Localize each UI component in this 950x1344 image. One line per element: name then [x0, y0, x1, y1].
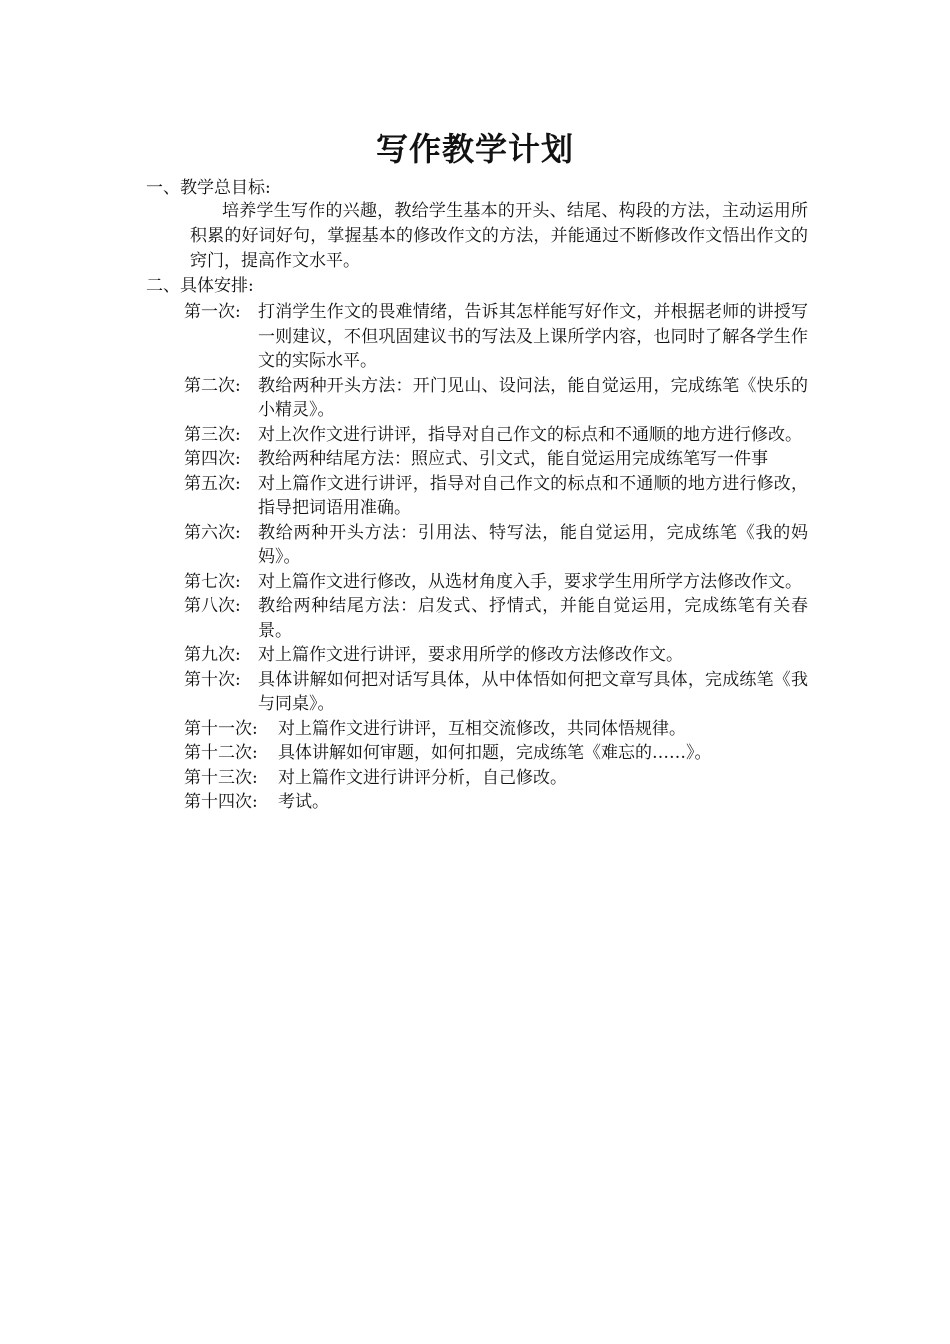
item-text: 对上篇作文进行讲评，指导对自己作文的标点和不通顺的地方进行修改，指导把词语用准确。 [258, 473, 808, 518]
list-item [184, 300, 808, 374]
item-text: 对上篇作文进行讲评分析，自己修改。 [278, 767, 567, 788]
item-label: 第十二次: [184, 743, 258, 763]
section-heading-goals: 一、教学总目标: [146, 178, 271, 198]
list-item [184, 423, 808, 448]
list-item [184, 594, 808, 643]
item-text: 打消学生作文的畏难情绪，告诉其怎样能写好作文，并根据老师的讲授写一则建议，不但巩固建议书的写法及上课所学内容，也同时了解各学生作文的实际水平。 [258, 302, 808, 371]
list-item [184, 766, 808, 791]
list-item [184, 472, 808, 521]
item-text: 对上篇作文进行修改，从选材角度入手，要求学生用所学方法修改作文。 [258, 571, 802, 592]
item-text: 对上篇作文进行讲评，要求用所学的修改方法修改作文。 [258, 645, 683, 665]
section-heading-schedule: 二、具体安排: [146, 276, 254, 296]
list-item [184, 374, 808, 423]
item-label: 第十一次: [184, 718, 258, 739]
item-label: 第十三次: [184, 767, 258, 788]
item-text: 具体讲解如何审题，如何扣题，完成练笔《难忘的……》。 [278, 743, 712, 763]
item-label: 第四次: [184, 449, 241, 469]
list-item [184, 570, 808, 595]
item-text: 教给两种开头方法：引用法、特写法，能自觉运用，完成练笔《我的妈妈》。 [258, 522, 808, 567]
list-item [184, 790, 808, 815]
item-label: 第十四次: [184, 792, 258, 812]
item-label: 第二次: [184, 375, 241, 396]
item-label: 第五次: [184, 473, 241, 494]
item-label: 第八次: [184, 596, 241, 616]
list-item [184, 741, 808, 766]
item-label: 第一次: [184, 302, 241, 322]
item-text: 具体讲解如何把对话写具体，从中体悟如何把文章写具体，完成练笔《我与同桌》。 [258, 669, 808, 714]
item-label: 第十次: [184, 669, 241, 690]
list-item [184, 521, 808, 570]
item-text: 教给两种结尾方法：启发式、抒情式，并能自觉运用，完成练笔有关春景。 [258, 596, 808, 641]
item-text: 对上篇作文进行讲评，互相交流修改，共同体悟规律。 [278, 718, 686, 739]
item-text: 教给两种结尾方法：照应式、引文式，能自觉运用完成练笔写一件事 [258, 449, 768, 469]
item-text: 考试。 [278, 792, 329, 812]
item-label: 第七次: [184, 571, 241, 592]
item-text: 教给两种开头方法：开门见山、设问法，能自觉运用，完成练笔《快乐的小精灵》。 [258, 375, 808, 420]
item-label: 第九次: [184, 645, 241, 665]
item-label: 第六次: [184, 522, 241, 543]
list-item [184, 447, 808, 472]
document-title: 写作教学计划 [375, 130, 574, 168]
item-text: 对上次作文进行讲评，指导对自己作文的标点和不通顺的地方进行修改。 [258, 424, 802, 445]
list-item [184, 643, 808, 668]
item-label: 第三次: [184, 424, 241, 445]
list-item [184, 668, 808, 717]
schedule-list [184, 300, 808, 815]
goals-paragraph: 培养学生写作的兴趣，教给学生基本的开头、结尾、构段的方法，主动运用所积累的好词好句，掌握基本的修改作文的方法，并能通过不断修改作文悟出作文的窍门，提高作文水平。 [190, 201, 808, 271]
list-item [184, 717, 808, 742]
